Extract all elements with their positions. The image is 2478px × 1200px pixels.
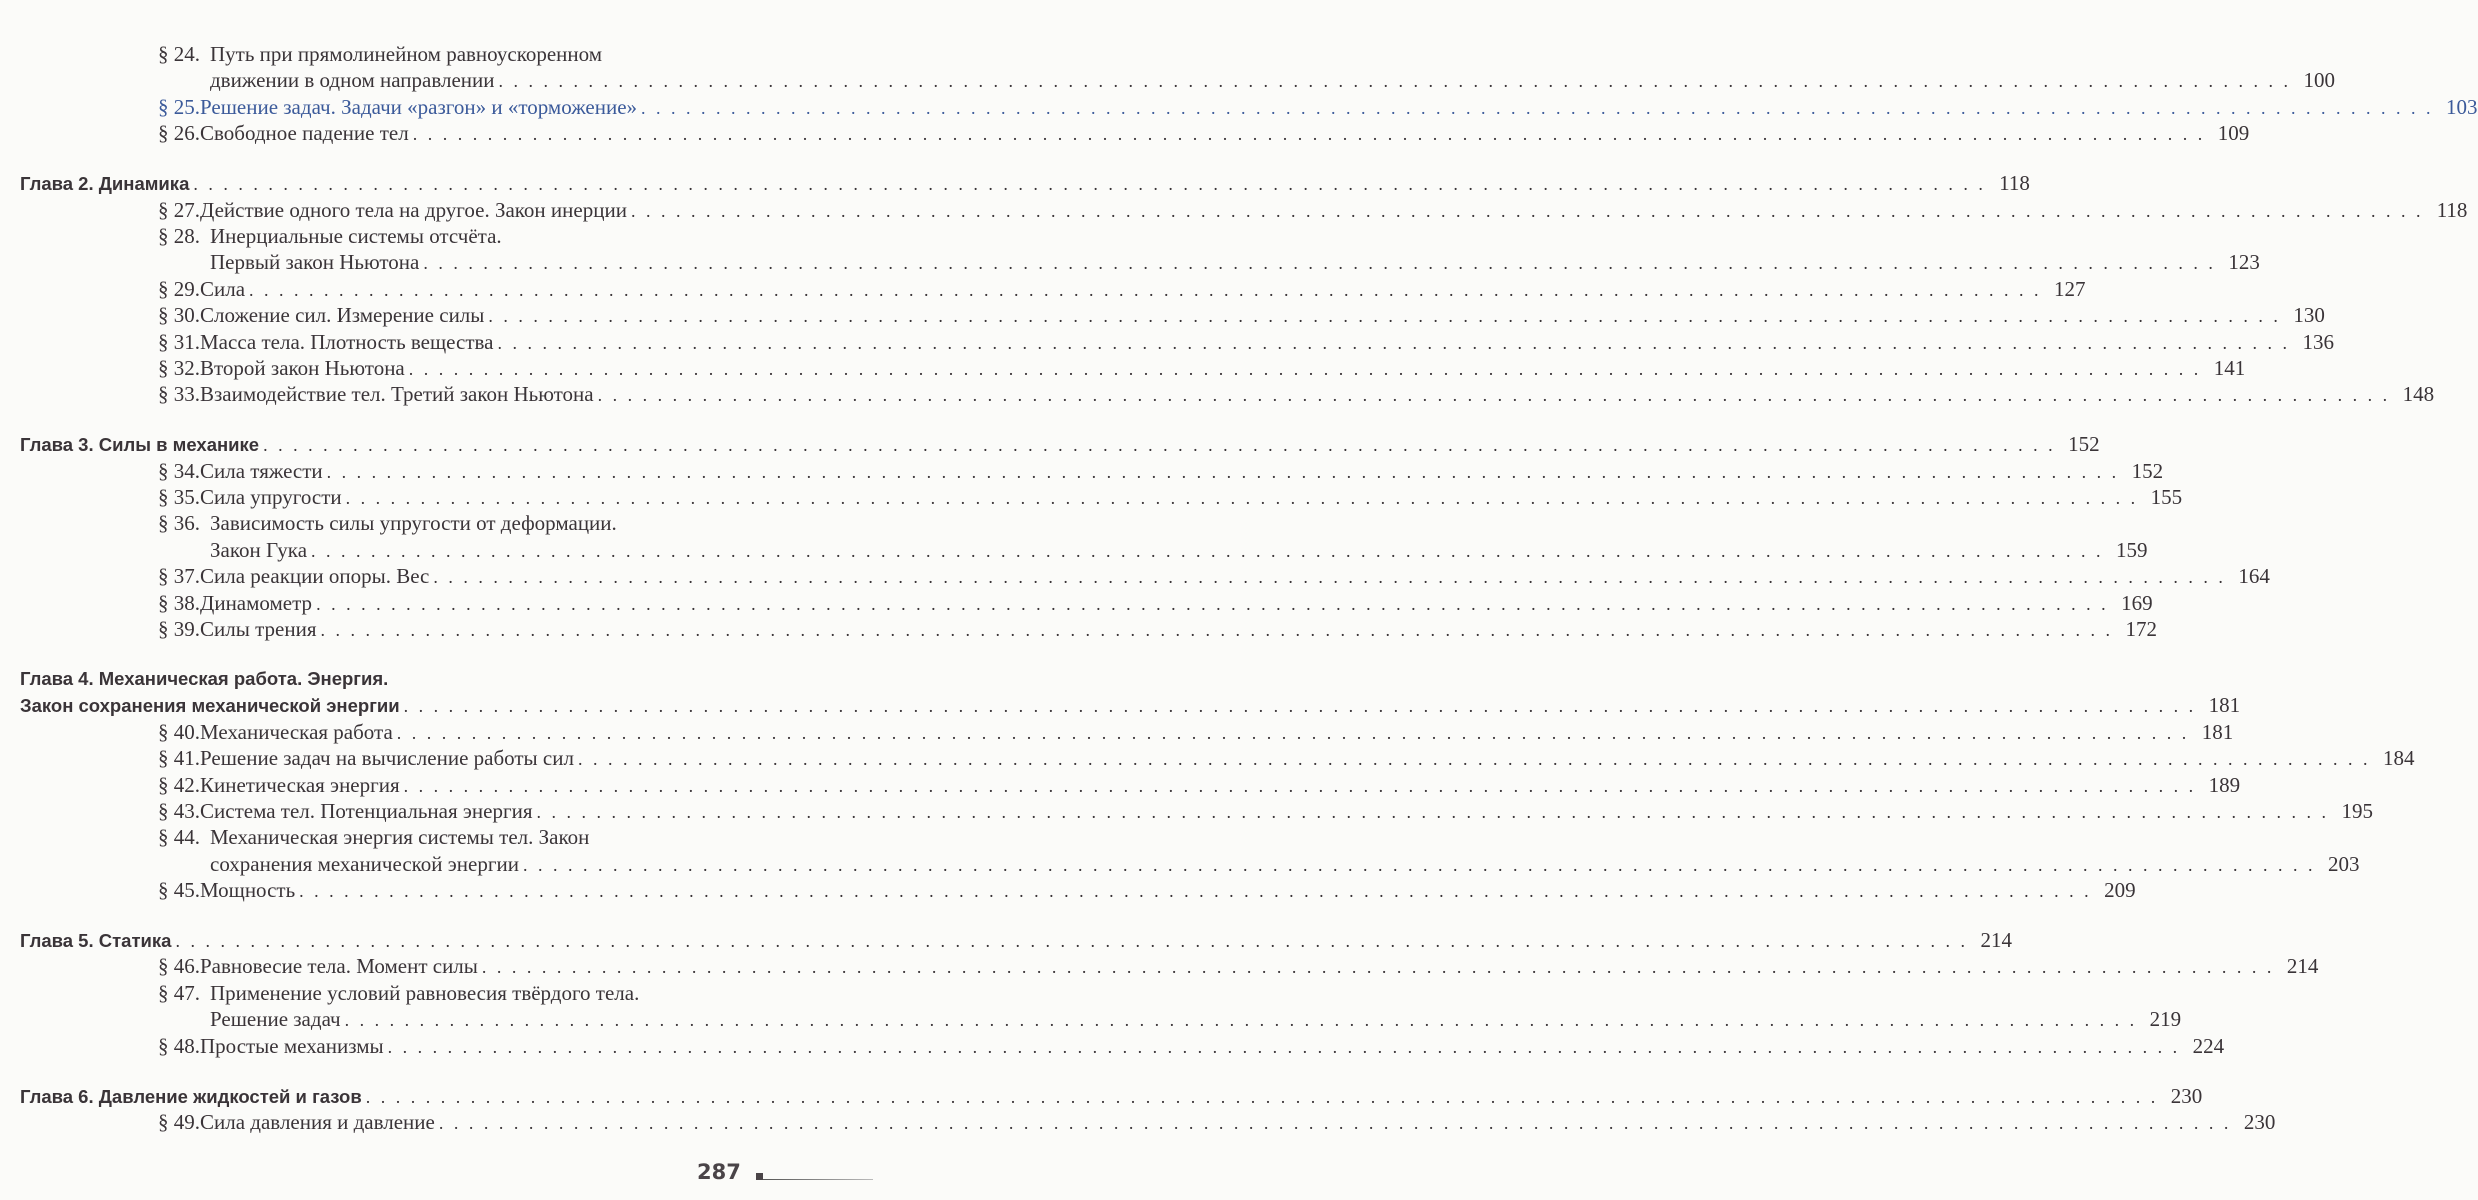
section-title: Решение задач на вычисление работы сил [200, 746, 574, 771]
toc-section-line[interactable] [0, 537, 2148, 563]
dot-leader: . . . . . . . . . . . . . . . . . . . . . . . . . . . . . . . . . . . . . . . . . . . . . . . . . . . . . . . . . . . . . . . . . . . . . . . . . . . . . . . . . . . . . . . . . . . . . . . . . . . . . . . . . . . . . . . . . . . . . . . . [412, 124, 2206, 145]
toc-section-line[interactable] [0, 851, 2360, 877]
section-number: § 28. [158, 223, 200, 248]
section-title: Простые механизмы [200, 1033, 384, 1058]
section-number: § 45. [158, 878, 200, 903]
toc-section-line[interactable] [0, 824, 900, 850]
section-title: Инерциальные системы отсчёта. [210, 223, 502, 248]
toc-section-line[interactable] [0, 980, 900, 1006]
section-title: Равновесие тела. Момент силы [200, 954, 478, 979]
section-number: § 34. [158, 458, 200, 483]
chapter-title: Закон сохранения механической энергии [20, 695, 400, 717]
section-title-continued: сохранения механической энергии [210, 851, 519, 876]
toc-section-line[interactable] [0, 197, 2468, 223]
table-of-contents [0, 41, 2478, 1135]
section-title-continued: движении в одном направлении [210, 68, 495, 93]
dot-leader: . . . . . . . . . . . . . . . . . . . . . . . . . . . . . . . . . . . . . . . . . . . . . . . . . . . . . . . . . . . . . . . . . . . . . . . . . . . . . . . . . . . . . . . . . . . . . . . . . . . . . . . . . . . . . . . . . . . . . . . . [630, 200, 2424, 221]
section-number: § 46. [158, 954, 200, 979]
toc-section-line[interactable] [0, 67, 2335, 93]
dot-leader: . . . . . . . . . . . . . . . . . . . . . . . . . . . . . . . . . . . . . . . . . . . . . . . . . . . . . . . . . . . . . . . . . . . . . . . . . . . . . . . . . . . . . . . . . . . . . . . . . . . . . . . . . . . . . . . . . . . . . . . . [498, 71, 2291, 92]
toc-chapter-line[interactable] [0, 692, 2241, 718]
page-ref: 136 [2302, 329, 2334, 354]
footer-square-mark [756, 1173, 763, 1180]
section-title: Сила тяжести [200, 458, 323, 483]
section-number: § 31. [158, 329, 200, 354]
page-ref: 214 [2286, 954, 2319, 979]
page-ref: 100 [2303, 68, 2335, 93]
section-title: Система тел. Потенциальная энергия [200, 798, 533, 823]
dot-leader: . . . . . . . . . . . . . . . . . . . . . . . . . . . . . . . . . . . . . . . . . . . . . . . . . . . . . . . . . . . . . . . . . . . . . . . . . . . . . . . . . . . . . . . . . . . . . . . . . . . . . . . . . . . . . . . . . . . . . . . . [299, 881, 2092, 902]
dot-leader: . . . . . . . . . . . . . . . . . . . . . . . . . . . . . . . . . . . . . . . . . . . . . . . . . . . . . . . . . . . . . . . . . . . . . . . . . . . . . . . . . . . . . . . . . . . . . . . . . . . . . . . . . . . . . . . . . . . . . . . . [488, 306, 2281, 327]
toc-section-line[interactable] [0, 798, 2373, 824]
section-number: § 26. [158, 121, 200, 146]
page-ref: 184 [2382, 746, 2415, 771]
dot-leader: . . . . . . . . . . . . . . . . . . . . . . . . . . . . . . . . . . . . . . . . . . . . . . . . . . . . . . . . . . . . . . . . . . . . . . . . . . . . . . . . . . . . . . . . . . . . . . . . . . . . . . . . . . . . . . . . . . . . . . . . [403, 696, 2197, 717]
dot-leader: . . . . . . . . . . . . . . . . . . . . . . . . . . . . . . . . . . . . . . . . . . . . . . . . . . . . . . . . . . . . . . . . . . . . . . . . . . . . . . . . . . . . . . . . . . . . . . . . . . . . . . . . . . . . . . . . . . . . . . . . [320, 620, 2113, 640]
chapter-title: Глава 3. Силы в механике [20, 434, 260, 456]
section-number: § 44. [158, 825, 200, 850]
footer-rule [763, 1179, 873, 1180]
dot-leader: . . . . . . . . . . . . . . . . . . . . . . . . . . . . . . . . . . . . . . . . . . . . . . . . . . . . . . . . . . . . . . . . . . . . . . . . . . . . . . . . . . . . . . . . . . . . . . . . . . . . . . . . . . . . . . . . . . . . . . . . [311, 540, 2104, 561]
toc-section-line[interactable] [0, 877, 2136, 903]
page-ref: 203 [2327, 851, 2360, 876]
page-ref: 152 [2068, 432, 2100, 457]
toc-section-line[interactable] [0, 772, 2241, 798]
chapter-title: Глава 6. Давление жидкостей и газов [20, 1085, 362, 1107]
dot-leader: . . . . . . . . . . . . . . . . . . . . . . . . . . . . . . . . . . . . . . . . . . . . . . . . . . . . . . . . . . . . . . . . . . . . . . . . . . . . . . . . . . . . . . . . . . . . . . . . . . . . . . . . . . . . . . . . . . . . . . . . [438, 1113, 2232, 1134]
section-number: § 41. [158, 746, 200, 771]
section-number: § 40. [158, 719, 200, 744]
dot-leader: . . . . . . . . . . . . . . . . . . . . . . . . . . . . . . . . . . . . . . . . . . . . . . . . . . . . . . . . . . . . . . . . . . . . . . . . . . . . . . . . . . . . . . . . . . . . . . . . . . . . . . . . . . . . . . . . . . . . . . . . [345, 488, 2139, 509]
page-ref: 103 [2446, 94, 2478, 119]
page-ref: 159 [2116, 537, 2148, 562]
toc-chapter-line[interactable] [0, 927, 2012, 953]
section-title: Применение условий равновесия твёрдого тела. [210, 980, 640, 1005]
page-ref: 230 [2170, 1083, 2203, 1108]
page-ref: 219 [2149, 1007, 2182, 1032]
section-number: § 37. [158, 564, 200, 589]
toc-section-line[interactable] [0, 616, 2157, 642]
toc-section-line[interactable] [0, 510, 900, 536]
page-ref: 148 [2402, 382, 2435, 407]
page-number: 287 [697, 1160, 741, 1184]
toc-chapter-line[interactable] [0, 1083, 2203, 1109]
toc-section-line[interactable] [0, 329, 2334, 355]
toc-section-line[interactable] [0, 355, 2246, 381]
section-number: § 33. [158, 382, 200, 407]
dot-leader: . . . . . . . . . . . . . . . . . . . . . . . . . . . . . . . . . . . . . . . . . . . . . . . . . . . . . . . . . . . . . . . . . . . . . . . . . . . . . . . . . . . . . . . . . . . . . . . . . . . . . . . . . . . . . . . . . . . . . . . . [263, 435, 2056, 456]
toc-section-line[interactable] [0, 249, 2260, 275]
section-title: Масса тела. Плотность вещества [200, 329, 494, 354]
section-title: Взаимодействие тел. Третий закон Ньютона [200, 382, 594, 407]
dot-leader: . . . . . . . . . . . . . . . . . . . . . . . . . . . . . . . . . . . . . . . . . . . . . . . . . . . . . . . . . . . . . . . . . . . . . . . . . . . . . . . . . . . . . . . . . . . . . . . . . . . . . . . . . . . . . . . . . . . . . . . . [577, 749, 2371, 770]
dot-leader: . . . . . . . . . . . . . . . . . . . . . . . . . . . . . . . . . . . . . . . . . . . . . . . . . . . . . . . . . . . . . . . . . . . . . . . . . . . . . . . . . . . . . . . . . . . . . . . . . . . . . . . . . . . . . . . . . . . . . . . . [641, 97, 2434, 118]
toc-section-line[interactable] [0, 41, 900, 67]
section-number: § 27. [158, 197, 200, 222]
dot-leader: . . . . . . . . . . . . . . . . . . . . . . . . . . . . . . . . . . . . . . . . . . . . . . . . . . . . . . . . . . . . . . . . . . . . . . . . . . . . . . . . . . . . . . . . . . . . . . . . . . . . . . . . . . . . . . . . . . . . . . . . [365, 1086, 2159, 1107]
dot-leader: . . . . . . . . . . . . . . . . . . . . . . . . . . . . . . . . . . . . . . . . . . . . . . . . . . . . . . . . . . . . . . . . . . . . . . . . . . . . . . . . . . . . . . . . . . . . . . . . . . . . . . . . . . . . . . . . . . . . . . . . [175, 931, 1968, 952]
toc-section-line[interactable] [0, 276, 2086, 302]
section-title: Зависимость силы упругости от деформации. [210, 511, 617, 536]
toc-section-line[interactable] [0, 302, 2325, 328]
toc-section-line[interactable] [0, 458, 2164, 484]
page-ref: 172 [2125, 617, 2157, 641]
dot-leader: . . . . . . . . . . . . . . . . . . . . . . . . . . . . . . . . . . . . . . . . . . . . . . . . . . . . . . . . . . . . . . . . . . . . . . . . . . . . . . . . . . . . . . . . . . . . . . . . . . . . . . . . . . . . . . . . . . . . . . . . [403, 775, 2197, 796]
section-number: § 42. [158, 772, 200, 797]
dot-leader: . . . . . . . . . . . . . . . . . . . . . . . . . . . . . . . . . . . . . . . . . . . . . . . . . . . . . . . . . . . . . . . . . . . . . . . . . . . . . . . . . . . . . . . . . . . . . . . . . . . . . . . . . . . . . . . . . . . . . . . . [597, 385, 2391, 406]
section-title: Силы трения [200, 617, 317, 641]
chapter-title: Глава 2. Динамика [20, 173, 190, 195]
page-ref: 118 [1999, 171, 2030, 196]
section-title-continued: Решение задач [210, 1007, 341, 1032]
page-ref: 224 [2192, 1033, 2225, 1058]
section-number: § 49. [158, 1110, 200, 1135]
page-ref: 141 [2213, 355, 2246, 380]
section-title: Сложение сил. Измерение силы [200, 303, 485, 328]
section-title: Сила давления и давление [200, 1110, 435, 1135]
section-number: § 35. [158, 485, 200, 510]
toc-section-line[interactable] [0, 745, 2415, 771]
section-title: Решение задач. Задачи «разгон» и «торможение» [200, 94, 638, 119]
section-number: § 32. [158, 355, 200, 380]
section-title: Динамометр [200, 590, 313, 615]
section-title: Сила [200, 276, 246, 301]
section-title: Действие одного тела на другое. Закон инерции [200, 197, 627, 222]
dot-leader: . . . . . . . . . . . . . . . . . . . . . . . . . . . . . . . . . . . . . . . . . . . . . . . . . . . . . . . . . . . . . . . . . . . . . . . . . . . . . . . . . . . . . . . . . . . . . . . . . . . . . . . . . . . . . . . . . . . . . . . . [396, 722, 2190, 743]
page-ref: 169 [2121, 590, 2153, 615]
page-ref: 109 [2217, 121, 2250, 146]
page-ref: 123 [2228, 250, 2260, 275]
dot-leader: . . . . . . . . . . . . . . . . . . . . . . . . . . . . . . . . . . . . . . . . . . . . . . . . . . . . . . . . . . . . . . . . . . . . . . . . . . . . . . . . . . . . . . . . . . . . . . . . . . . . . . . . . . . . . . . . . . . . . . . . [387, 1036, 2181, 1057]
page-ref: 118 [2436, 197, 2468, 222]
toc-section-line[interactable] [0, 94, 2478, 120]
toc-section-line[interactable] [0, 719, 2234, 745]
dot-leader: . . . . . . . . . . . . . . . . . . . . . . . . . . . . . . . . . . . . . . . . . . . . . . . . . . . . . . . . . . . . . . . . . . . . . . . . . . . . . . . . . . . . . . . . . . . . . . . . . . . . . . . . . . . . . . . . . . . . . . . . [344, 1010, 2138, 1031]
section-title: Механическая работа [200, 719, 393, 744]
chapter-title: Глава 5. Статика [20, 930, 172, 952]
section-title-continued: Закон Гука [210, 537, 308, 562]
toc-section-line[interactable] [0, 223, 900, 249]
section-title: Свободное падение тел [200, 121, 409, 146]
dot-leader: . . . . . . . . . . . . . . . . . . . . . . . . . . . . . . . . . . . . . . . . . . . . . . . . . . . . . . . . . . . . . . . . . . . . . . . . . . . . . . . . . . . . . . . . . . . . . . . . . . . . . . . . . . . . . . . . . . . . . . . . [193, 174, 1986, 195]
section-title: Сила реакции опоры. Вес [200, 564, 430, 589]
section-number: § 38. [158, 590, 200, 615]
section-number: § 39. [158, 617, 200, 641]
section-number: § 43. [158, 798, 200, 823]
toc-chapter-line[interactable] [0, 170, 2030, 196]
dot-leader: . . . . . . . . . . . . . . . . . . . . . . . . . . . . . . . . . . . . . . . . . . . . . . . . . . . . . . . . . . . . . . . . . . . . . . . . . . . . . . . . . . . . . . . . . . . . . . . . . . . . . . . . . . . . . . . . . . . . . . . . [433, 567, 2226, 588]
toc-section-line[interactable] [0, 1006, 2182, 1032]
toc-chapter-line[interactable] [0, 431, 2100, 457]
page-ref: 155 [2150, 485, 2183, 510]
dot-leader: . . . . . . . . . . . . . . . . . . . . . . . . . . . . . . . . . . . . . . . . . . . . . . . . . . . . . . . . . . . . . . . . . . . . . . . . . . . . . . . . . . . . . . . . . . . . . . . . . . . . . . . . . . . . . . . . . . . . . . . . [249, 279, 2042, 300]
page-ref: 164 [2238, 564, 2270, 589]
toc-section-line[interactable] [0, 381, 2435, 407]
page-ref: 195 [2341, 798, 2373, 823]
toc-section-line[interactable] [0, 484, 2183, 510]
dot-leader: . . . . . . . . . . . . . . . . . . . . . . . . . . . . . . . . . . . . . . . . . . . . . . . . . . . . . . . . . . . . . . . . . . . . . . . . . . . . . . . . . . . . . . . . . . . . . . . . . . . . . . . . . . . . . . . . . . . . . . . . [423, 253, 2216, 274]
toc-section-line[interactable] [0, 1109, 2276, 1135]
dot-leader: . . . . . . . . . . . . . . . . . . . . . . . . . . . . . . . . . . . . . . . . . . . . . . . . . . . . . . . . . . . . . . . . . . . . . . . . . . . . . . . . . . . . . . . . . . . . . . . . . . . . . . . . . . . . . . . . . . . . . . . . [408, 358, 2202, 379]
section-title: Путь при прямолинейном равноускоренном [210, 42, 603, 66]
section-number: § 25. [158, 94, 200, 119]
section-title-continued: Первый закон Ньютона [210, 250, 420, 275]
page-ref: 130 [2293, 303, 2325, 328]
dot-leader: . . . . . . . . . . . . . . . . . . . . . . . . . . . . . . . . . . . . . . . . . . . . . . . . . . . . . . . . . . . . . . . . . . . . . . . . . . . . . . . . . . . . . . . . . . . . . . . . . . . . . . . . . . . . . . . . . . . . . . . . [316, 593, 2109, 614]
dot-leader: . . . . . . . . . . . . . . . . . . . . . . . . . . . . . . . . . . . . . . . . . . . . . . . . . . . . . . . . . . . . . . . . . . . . . . . . . . . . . . . . . . . . . . . . . . . . . . . . . . . . . . . . . . . . . . . . . . . . . . . . [497, 332, 2290, 353]
toc-chapter-line[interactable] [0, 666, 900, 692]
section-number: § 29. [158, 276, 200, 301]
section-number: § 24. [158, 42, 200, 66]
toc-section-line[interactable] [0, 590, 2153, 616]
section-title: Сила упругости [200, 485, 342, 510]
dot-leader: . . . . . . . . . . . . . . . . . . . . . . . . . . . . . . . . . . . . . . . . . . . . . . . . . . . . . . . . . . . . . . . . . . . . . . . . . . . . . . . . . . . . . . . . . . . . . . . . . . . . . . . . . . . . . . . . . . . . . . . . [536, 801, 2329, 822]
page-footer [697, 1160, 873, 1184]
section-number: § 47. [158, 980, 200, 1005]
toc-section-line[interactable] [0, 953, 2319, 979]
section-number: § 48. [158, 1033, 200, 1058]
page-ref: 214 [1980, 928, 2012, 953]
page-ref: 152 [2131, 458, 2164, 483]
section-title: Мощность [200, 878, 296, 903]
page-ref: 181 [2208, 693, 2241, 718]
section-title: Второй закон Ньютона [200, 355, 405, 380]
dot-leader: . . . . . . . . . . . . . . . . . . . . . . . . . . . . . . . . . . . . . . . . . . . . . . . . . . . . . . . . . . . . . . . . . . . . . . . . . . . . . . . . . . . . . . . . . . . . . . . . . . . . . . . . . . . . . . . . . . . . . . . . [481, 957, 2275, 978]
section-title: Механическая энергия системы тел. Закон [210, 825, 590, 850]
dot-leader: . . . . . . . . . . . . . . . . . . . . . . . . . . . . . . . . . . . . . . . . . . . . . . . . . . . . . . . . . . . . . . . . . . . . . . . . . . . . . . . . . . . . . . . . . . . . . . . . . . . . . . . . . . . . . . . . . . . . . . . . [326, 461, 2120, 482]
dot-leader: . . . . . . . . . . . . . . . . . . . . . . . . . . . . . . . . . . . . . . . . . . . . . . . . . . . . . . . . . . . . . . . . . . . . . . . . . . . . . . . . . . . . . . . . . . . . . . . . . . . . . . . . . . . . . . . . . . . . . . . . [522, 854, 2316, 875]
page-ref: 209 [2104, 878, 2136, 903]
toc-section-line[interactable] [0, 563, 2270, 589]
page-ref: 230 [2243, 1110, 2276, 1135]
page-ref: 189 [2208, 772, 2241, 797]
section-number: § 36. [158, 511, 200, 536]
page-ref: 181 [2201, 719, 2234, 744]
section-number: § 30. [158, 303, 200, 328]
toc-section-line[interactable] [0, 120, 2250, 146]
section-title: Кинетическая энергия [200, 772, 400, 797]
chapter-title: Глава 4. Механическая работа. Энергия. [20, 667, 389, 689]
toc-section-line[interactable] [0, 1033, 2225, 1059]
page-ref: 127 [2054, 276, 2086, 301]
